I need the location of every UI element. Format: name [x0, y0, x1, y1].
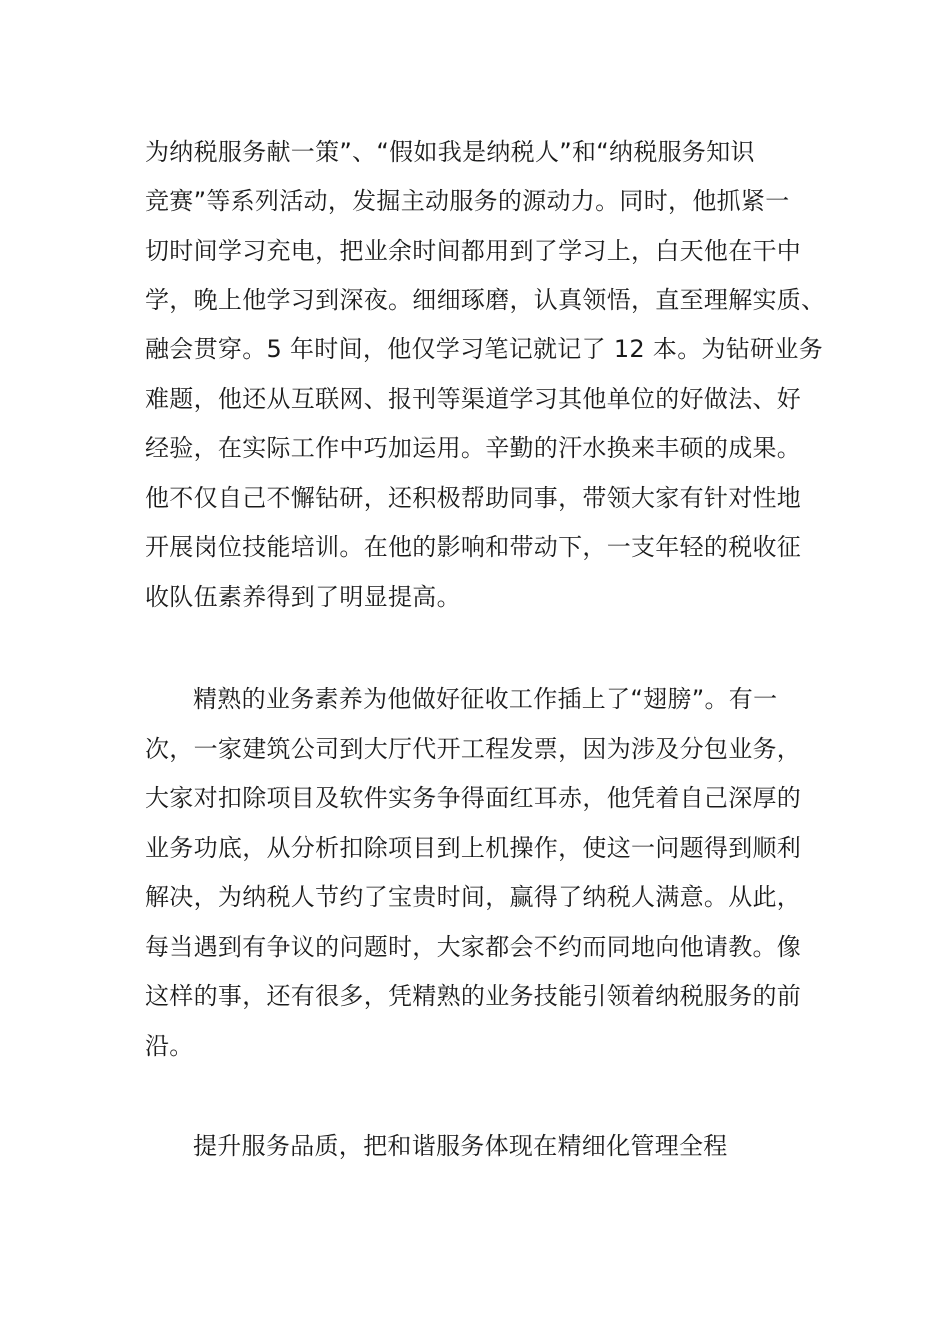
paragraph-2-line-7: 这样的事，还有很多，凭精熟的业务技能引领着纳税服务的前 — [145, 982, 802, 1010]
paragraph-1-line-7: 经验，在实际工作中巧加运用。辛勤的汗水换来丰硕的成果。 — [145, 434, 802, 462]
section-heading: 提升服务品质，把和谐服务体现在精细化管理全程 — [193, 1132, 728, 1160]
paragraph-1-line-6: 难题，他还从互联网、报刊等渠道学习其他单位的好做法、好 — [145, 385, 802, 413]
paragraph-2-line-3: 大家对扣除项目及软件实务争得面红耳赤，他凭着自己深厚的 — [145, 784, 802, 812]
paragraph-1-line-5: 融会贯穿。5 年时间，他仅学习笔记就记了 12 本。为钻研业务 — [145, 335, 823, 363]
paragraph-2-line-2: 次，一家建筑公司到大厅代开工程发票，因为涉及分包业务， — [145, 735, 802, 763]
paragraph-1-line-8: 他不仅自己不懈钻研，还积极帮助同事，带领大家有针对性地 — [145, 484, 802, 512]
paragraph-1-line-9: 开展岗位技能培训。在他的影响和带动下，一支年轻的税收征 — [145, 533, 802, 561]
paragraph-2-line-1: 精熟的业务素养为他做好征收工作插上了“翅膀”。有一 — [193, 685, 778, 713]
paragraph-1-line-3: 切时间学习充电，把业余时间都用到了学习上，白天他在干中 — [145, 237, 802, 265]
paragraph-1-line-1: 为纳税服务献一策”、“假如我是纳税人”和“纳税服务知识 — [145, 138, 755, 166]
paragraph-2-line-5: 解决，为纳税人节约了宝贵时间，赢得了纳税人满意。从此， — [145, 883, 802, 911]
paragraph-2-line-8: 沿。 — [145, 1032, 194, 1060]
paragraph-1-line-10: 收队伍素养得到了明显提高。 — [145, 583, 461, 611]
paragraph-2-line-4: 业务功底，从分析扣除项目到上机操作，使这一问题得到顺利 — [145, 834, 802, 862]
paragraph-1-line-4: 学，晚上他学习到深夜。细细琢磨，认真领悟，直至理解实质、 — [145, 286, 826, 314]
paragraph-1-line-2: 竞赛”等系列活动，发掘主动服务的源动力。同时，他抓紧一 — [145, 187, 790, 215]
paragraph-2-line-6: 每当遇到有争议的问题时，大家都会不约而同地向他请教。像 — [145, 933, 802, 961]
